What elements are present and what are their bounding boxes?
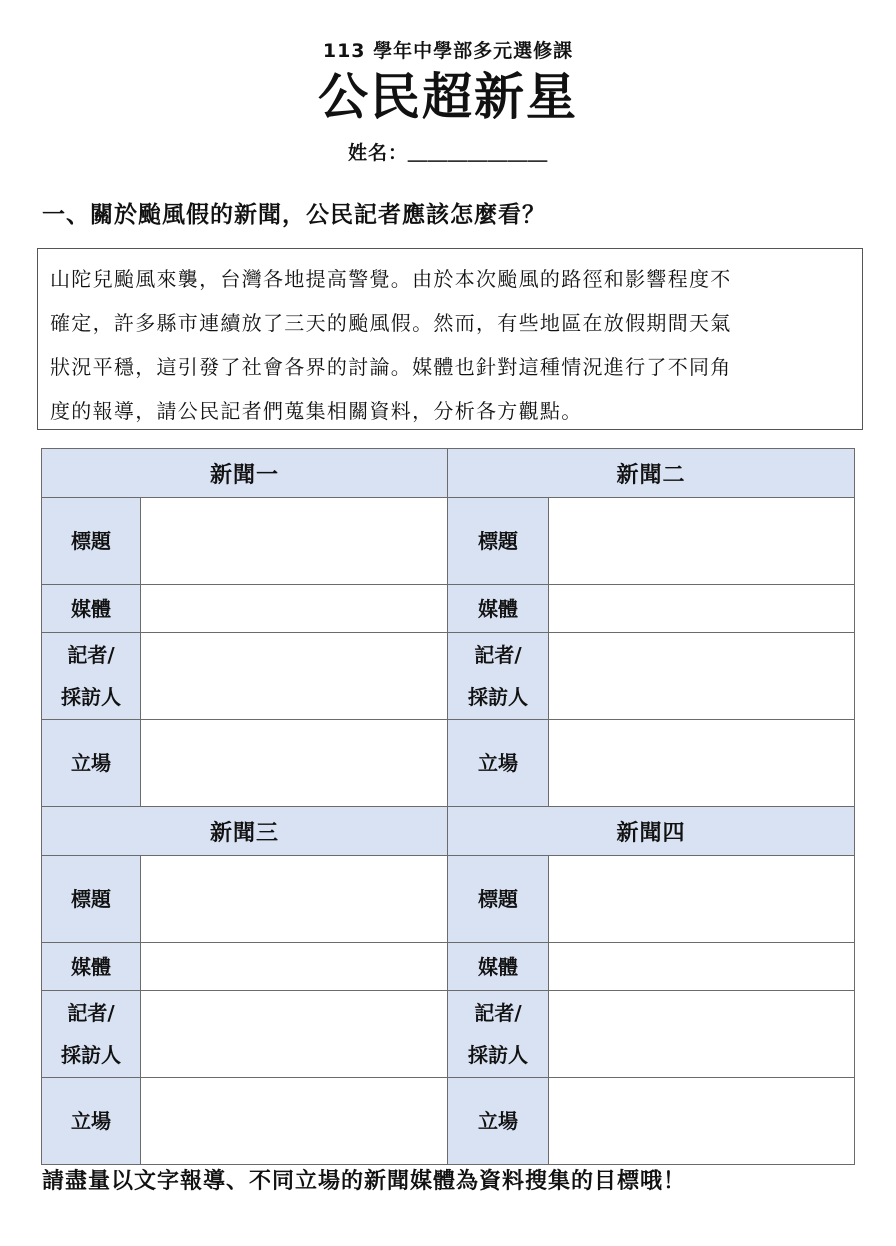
intro-line: 確定，許多縣市連續放了三天的颱風假。然而，有些地區在放假期間天氣	[50, 311, 732, 335]
intro-line: 山陀兒颱風來襲，台灣各地提高警覺。由於本次颱風的路徑和影響程度不	[50, 267, 732, 291]
news-2-stance-field[interactable]	[549, 720, 855, 807]
title-row	[42, 498, 855, 585]
news-3-media-label: 媒體	[42, 943, 141, 991]
reporter-label-line2: 採訪人	[61, 685, 121, 709]
news-header-row	[42, 449, 855, 498]
news-4-stance-label: 立場	[448, 1078, 549, 1165]
news-3-title-label: 標題	[42, 856, 141, 943]
section-heading: 一、關於颱風假的新聞，公民記者應該怎麼看？	[42, 202, 546, 228]
intro-line: 度的報導，請公民記者們蒐集相關資料，分析各方觀點。	[50, 399, 583, 423]
news-1-media-label: 媒體	[42, 585, 141, 633]
news-2-media-label: 媒體	[448, 585, 549, 633]
news-2-header: 新聞二	[448, 449, 855, 498]
news-3-reporter-label	[42, 991, 141, 1078]
reporter-row	[42, 633, 855, 720]
reporter-label-line1: 記者/	[474, 643, 522, 667]
news-1-reporter-field[interactable]	[141, 633, 448, 720]
news-1-title-field[interactable]	[141, 498, 448, 585]
news-worksheet-table	[41, 448, 855, 1165]
news-1-reporter-label	[42, 633, 141, 720]
title-row	[42, 856, 855, 943]
news-1-title-label: 標題	[42, 498, 141, 585]
news-3-header: 新聞三	[42, 807, 448, 856]
news-1-media-field[interactable]	[141, 585, 448, 633]
news-3-reporter-field[interactable]	[141, 991, 448, 1078]
reporter-row	[42, 991, 855, 1078]
reporter-label-line1: 記者/	[67, 1001, 115, 1025]
stance-row	[42, 720, 855, 807]
news-2-stance-label: 立場	[448, 720, 549, 807]
news-3-title-field[interactable]	[141, 856, 448, 943]
news-4-title-label: 標題	[448, 856, 549, 943]
news-4-reporter-field[interactable]	[549, 991, 855, 1078]
news-4-stance-field[interactable]	[549, 1078, 855, 1165]
news-2-reporter-field[interactable]	[549, 633, 855, 720]
stance-row	[42, 1078, 855, 1165]
news-1-stance-field[interactable]	[141, 720, 448, 807]
news-2-title-label: 標題	[448, 498, 549, 585]
news-header-row	[42, 807, 855, 856]
news-4-reporter-label	[448, 991, 549, 1078]
news-1-stance-label: 立場	[42, 720, 141, 807]
news-4-media-field[interactable]	[549, 943, 855, 991]
course-subtitle: 113 學年中學部多元選修課	[322, 40, 574, 62]
page-title: 公民超新星	[318, 68, 578, 126]
news-4-title-field[interactable]	[549, 856, 855, 943]
news-2-reporter-label	[448, 633, 549, 720]
reporter-label-line1: 記者/	[67, 643, 115, 667]
reporter-label-line2: 採訪人	[61, 1043, 121, 1067]
footer-note: 請盡量以文字報導、不同立場的新聞媒體為資料搜集的目標哦！	[42, 1169, 687, 1194]
name-field-label: 姓名：＿＿＿＿＿＿＿	[347, 142, 548, 164]
reporter-label-line2: 採訪人	[468, 685, 529, 709]
news-1-header: 新聞一	[42, 449, 448, 498]
news-3-stance-field[interactable]	[141, 1078, 448, 1165]
news-4-media-label: 媒體	[448, 943, 549, 991]
media-row	[42, 943, 855, 991]
intro-text-box	[37, 248, 863, 430]
reporter-label-line1: 記者/	[474, 1001, 522, 1025]
news-3-media-field[interactable]	[141, 943, 448, 991]
media-row	[42, 585, 855, 633]
news-4-header: 新聞四	[448, 807, 855, 856]
news-2-media-field[interactable]	[549, 585, 855, 633]
news-2-title-field[interactable]	[549, 498, 855, 585]
intro-line: 狀況平穩，這引發了社會各界的討論。媒體也針對這種情況進行了不同角	[50, 355, 732, 379]
reporter-label-line2: 採訪人	[468, 1043, 529, 1067]
news-3-stance-label: 立場	[42, 1078, 141, 1165]
